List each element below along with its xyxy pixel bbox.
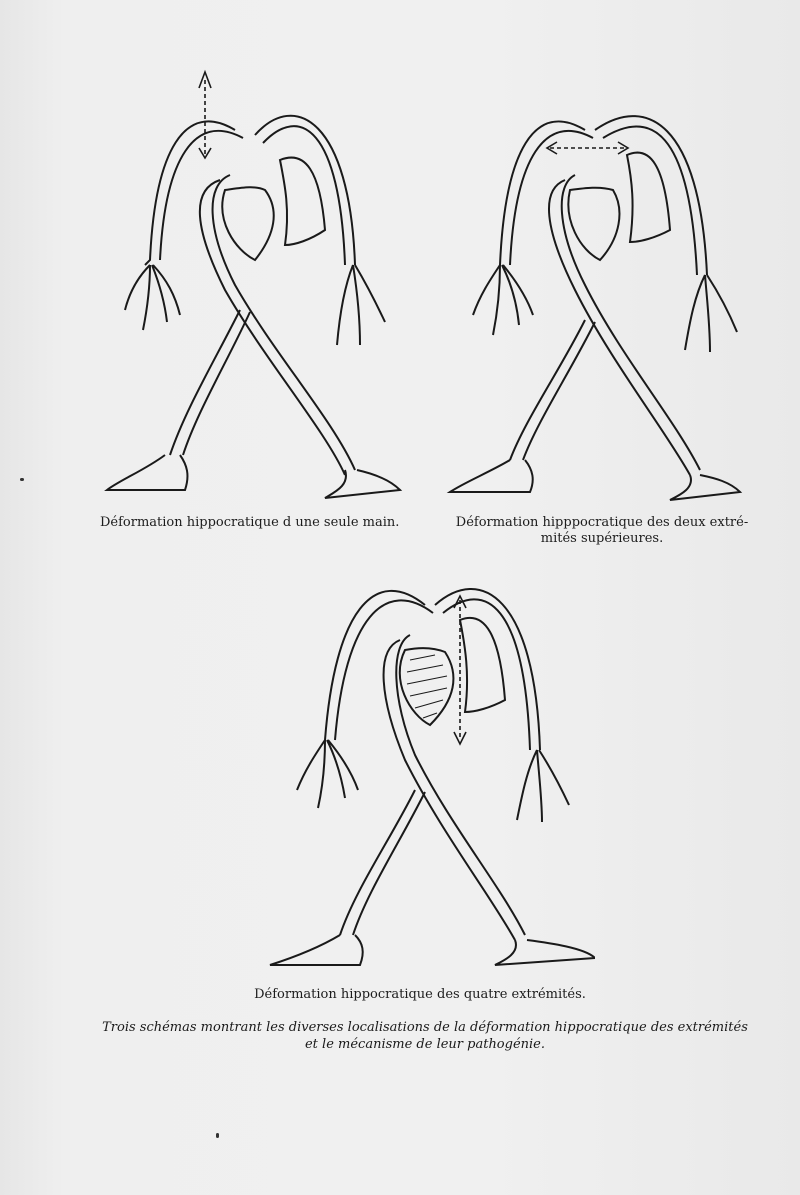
one-hand-diagram [95, 60, 425, 510]
plate-caption-line-2: et le mécanisme de leur pathogénie. [304, 1037, 546, 1052]
upper-extremities-diagram [445, 90, 745, 510]
caption-upper-line-1: Déformation hipppocratique des deux extré- [455, 515, 749, 530]
four-extremities-diagram [265, 560, 595, 980]
figure-upper-extremities [445, 90, 745, 510]
figure-four-extremities [265, 560, 595, 980]
ink-speck [216, 1133, 219, 1138]
caption-four-extremities: Déformation hippocratique des quatre extrémités. [254, 987, 586, 1002]
caption-one-hand: Déformation hippocratique d une seule main. [100, 515, 400, 530]
plate-caption [95, 1019, 755, 1053]
plate-caption-line-1: Trois schémas montrant les diverses localisations de la déformation hippocratique des extrémités [102, 1020, 748, 1035]
caption-upper-line-2: mités supérieures. [540, 531, 664, 546]
figure-one-hand [95, 60, 425, 510]
ink-speck [20, 478, 24, 481]
caption-upper-extremities [442, 515, 762, 547]
